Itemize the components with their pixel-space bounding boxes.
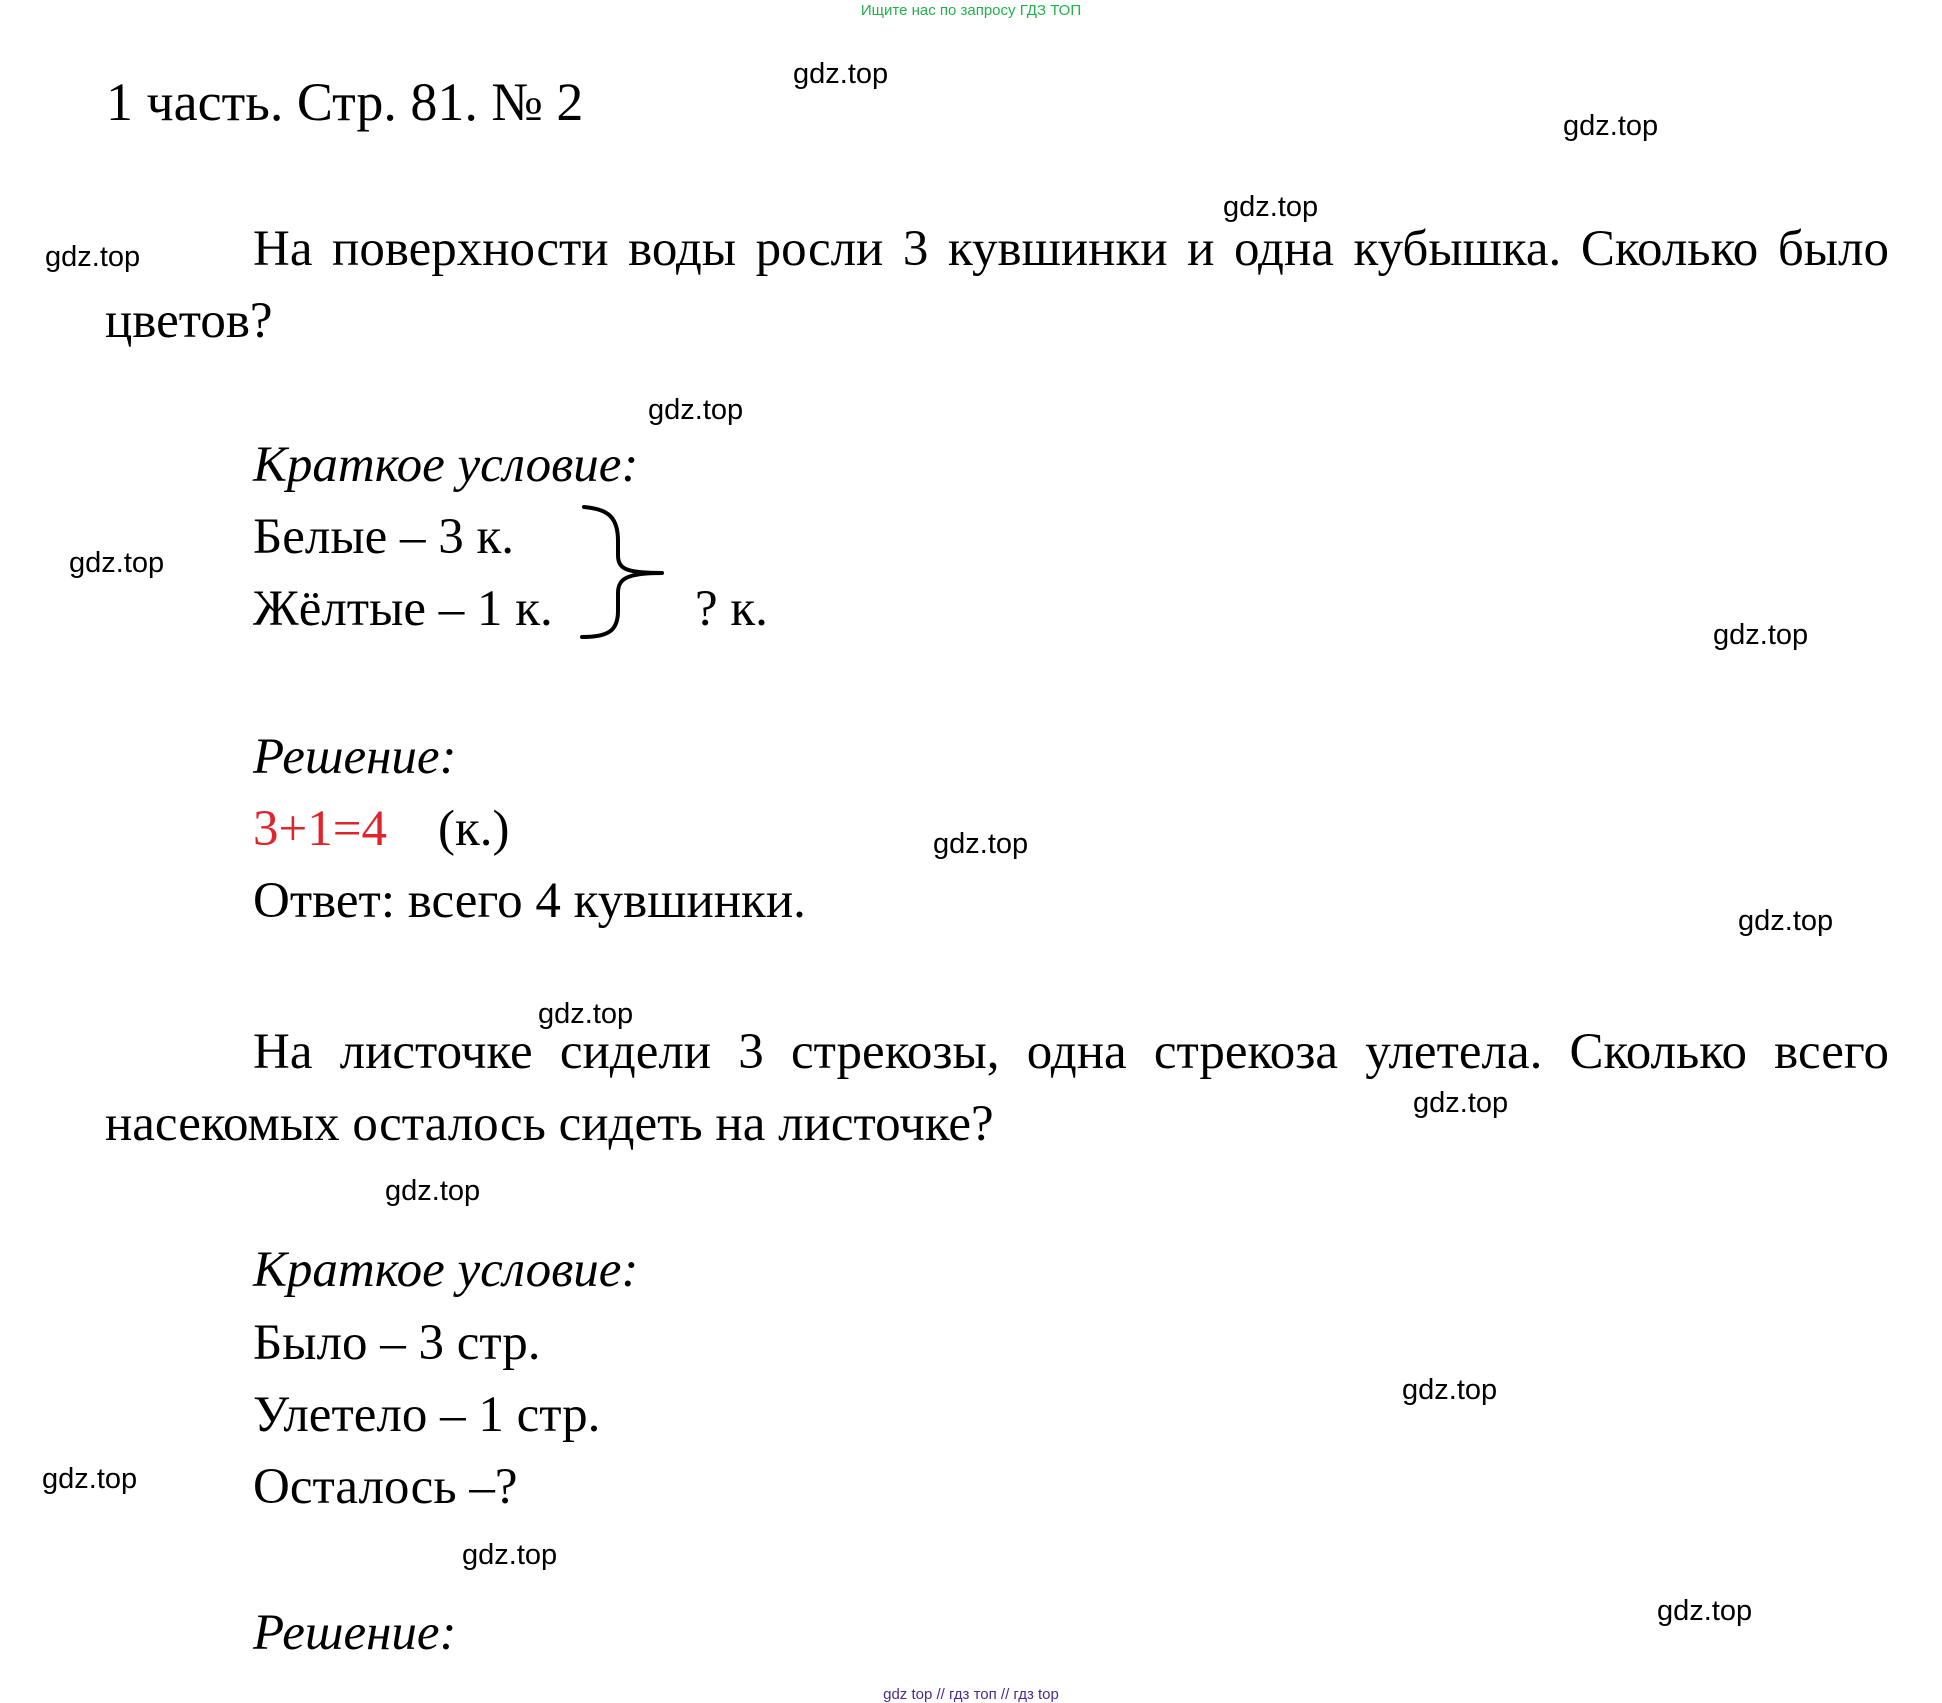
problem1-question: ? к. <box>695 581 768 637</box>
watermark: gdz.top <box>933 828 1029 860</box>
watermark: gdz.top <box>1713 619 1809 651</box>
problem1-unit: (к.) <box>438 801 510 857</box>
watermark: gdz.top <box>1413 1087 1509 1119</box>
watermark: gdz.top <box>462 1539 558 1571</box>
page-title: 1 часть. Стр. 81. № 2 <box>106 72 584 132</box>
problem2-condition-line2: Улетело – 1 стр. <box>253 1387 601 1443</box>
top-banner-link[interactable]: Ищите нас по запросу ГДЗ ТОП <box>860 2 1082 19</box>
watermark: gdz.top <box>45 241 141 273</box>
watermark: gdz.top <box>538 998 634 1030</box>
watermark: gdz.top <box>1563 110 1659 142</box>
watermark: gdz.top <box>648 394 744 426</box>
problem1-condition-line2: Жёлтые – 1 к. <box>253 581 553 637</box>
watermark: gdz.top <box>69 547 165 579</box>
problem2-text: На листочке сидели 3 стрекозы, одна стрекоза улетела. Сколько всего насекомых осталось сидеть на листочке? <box>105 1024 1889 1152</box>
footer-links[interactable]: gdz top // гдз топ // гдз top <box>883 1686 1059 1703</box>
watermark: gdz.top <box>793 58 889 90</box>
watermark: gdz.top <box>385 1175 481 1207</box>
problem1-condition-line1: Белые – 3 к. <box>253 509 515 565</box>
problem1-text: На поверхности воды росли 3 кувшинки и одна кубышка. Сколько было цветов? <box>105 221 1889 349</box>
problem1-condition-label: Краткое условие: <box>253 437 639 493</box>
problem2-solution-label: Решение: <box>253 1605 457 1661</box>
watermark: gdz.top <box>1402 1374 1498 1406</box>
problem2-condition-label: Краткое условие: <box>253 1242 639 1298</box>
problem1-equation: 3+1=4 <box>253 801 388 857</box>
problem2-condition-line1: Было – 3 стр. <box>253 1315 541 1371</box>
problem1-solution-label: Решение: <box>253 729 457 785</box>
problem1-answer: Ответ: всего 4 кувшинки. <box>253 873 806 929</box>
watermark: gdz.top <box>1223 191 1319 223</box>
problem2-condition-line3: Осталось –? <box>253 1459 518 1515</box>
curly-brace <box>578 503 668 643</box>
watermark: gdz.top <box>1738 905 1834 937</box>
watermark: gdz.top <box>42 1463 138 1495</box>
watermark: gdz.top <box>1657 1595 1753 1627</box>
